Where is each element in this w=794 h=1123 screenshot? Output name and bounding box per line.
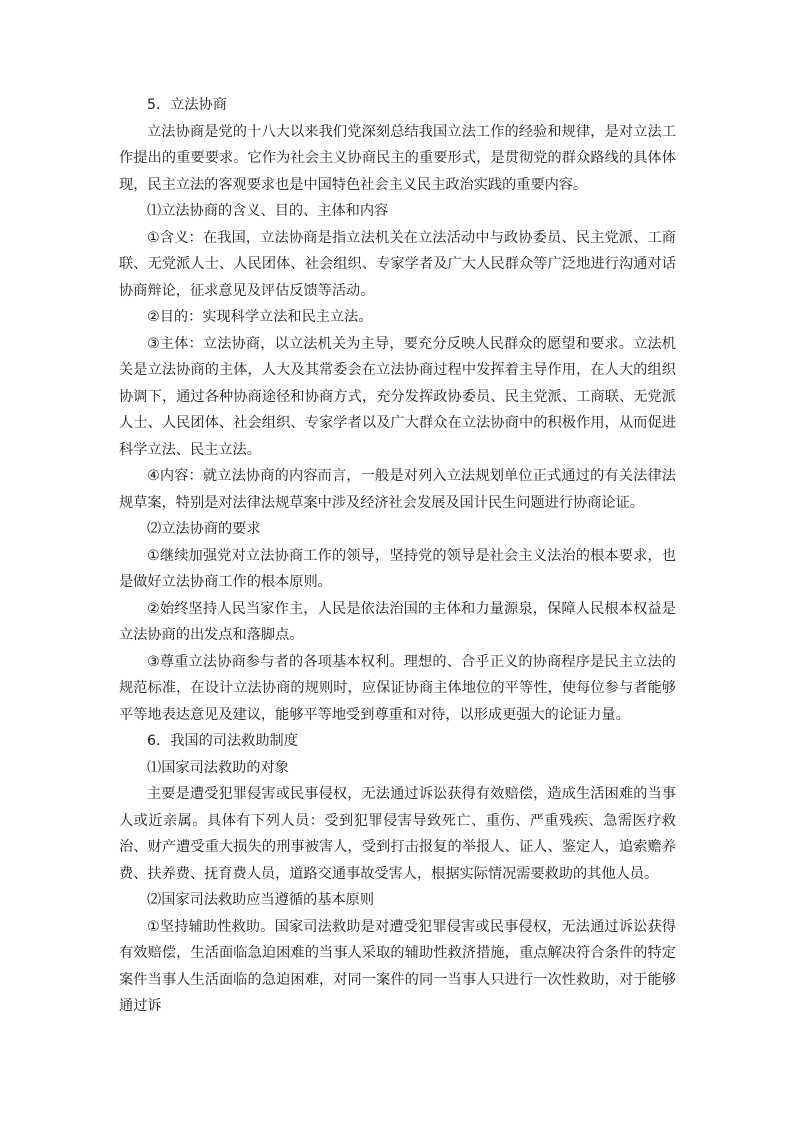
paragraph-aid-targets: 主要是遭受犯罪侵害或民事侵权，无法通过诉讼获得有效赔偿，造成生活困难的当事人或近亲属。具体有下列人员：受到犯罪侵害导致死亡、重伤、严重残疾、急需医疗救治、财产遭受重大损失的刑事被害人，受到打击报复的举报人、证人、鉴定人，追索赡养费、扶养费、抚育费人员，道路交通事故受害人，根据实际情况需要救助的其他人员。 xyxy=(119,786,676,882)
paragraph-requirement-3: ③尊重立法协商参与者的各项基本权利。理想的、合乎正义的协商程序是民主立法的规范标准，在设计立法协商的规则时，应保证协商主体地位的平等性，使每位参与者能够平等地表达意见及建议，能够平等地受到尊重和对待，以形成更强大的论证力量。 xyxy=(119,653,676,723)
paragraph-aid-principle-1: ①坚持辅助性救助。国家司法救助是对遭受犯罪侵害或民事侵权，无法通过诉讼获得有效赔偿，生活面临急迫困难的当事人采取的辅助性救济措施，重点解决符合条件的特定案件当事人生活面临的急迫困难，对同一案件的同一当事人只进行一次性救助，对于能够通过诉 xyxy=(119,918,676,1014)
paragraph-subject: ③主体：立法协商，以立法机关为主导，要充分反映人民群众的愿望和要求。立法机关是立法协商的主体，人大及其常委会在立法协商过程中发挥着主导作用，在人大的组织协调下，通过各种协商途径和协商方式，充分发挥政协委员、民主党派、工商联、无党派人士、人民团体、社会组织、专家学者以及广大群众在立法协商中的积极作用，从而促进科学立法、民主立法。 xyxy=(119,335,676,458)
paragraph-content: ④内容：就立法协商的内容而言，一般是对列入立法规划单位正式通过的有关法律法规草案，特别是对法律法规草案中涉及经济社会发展及国计民生问题进行协商论证。 xyxy=(119,468,676,511)
subheading-aid-principles: ⑵国家司法救助应当遵循的基本原则 xyxy=(147,892,375,908)
section-heading-legislative-consultation: 5．立法协商 xyxy=(147,97,227,113)
section-heading-judicial-aid: 6．我国的司法救助制度 xyxy=(147,733,298,749)
document-body xyxy=(119,92,676,1020)
subheading-requirements: ⑵立法协商的要求 xyxy=(147,521,261,537)
paragraph-requirement-1: ①继续加强党对立法协商工作的领导，坚持党的领导是社会主义法治的根本要求，也是做好立法协商工作的根本原则。 xyxy=(119,547,676,590)
paragraph-intro: 立法协商是党的十八大以来我们党深刻总结我国立法工作的经验和规律，是对立法工作提出的重要要求。它作为社会主义协商民主的重要形式，是贯彻党的群众路线的具体体现，民主立法的客观要求也是中国特色社会主义民主政治实践的重要内容。 xyxy=(119,123,676,193)
paragraph-requirement-2: ②始终坚持人民当家作主，人民是依法治国的主体和力量源泉，保障人民根本权益是立法协商的出发点和落脚点。 xyxy=(119,600,676,643)
paragraph-meaning: ①含义：在我国，立法协商是指立法机关在立法活动中与政协委员、民主党派、工商联、无党派人士、人民团体、社会组织、专家学者及广大人民群众等广泛地进行沟通对话协商辩论，征求意见及评估反馈等活动。 xyxy=(119,229,676,299)
subheading-meaning-purpose: ⑴立法协商的含义、目的、主体和内容 xyxy=(147,203,389,219)
paragraph-purpose: ②目的：实现科学立法和民主立法。 xyxy=(147,309,373,325)
subheading-aid-targets: ⑴国家司法救助的对象 xyxy=(147,759,289,776)
